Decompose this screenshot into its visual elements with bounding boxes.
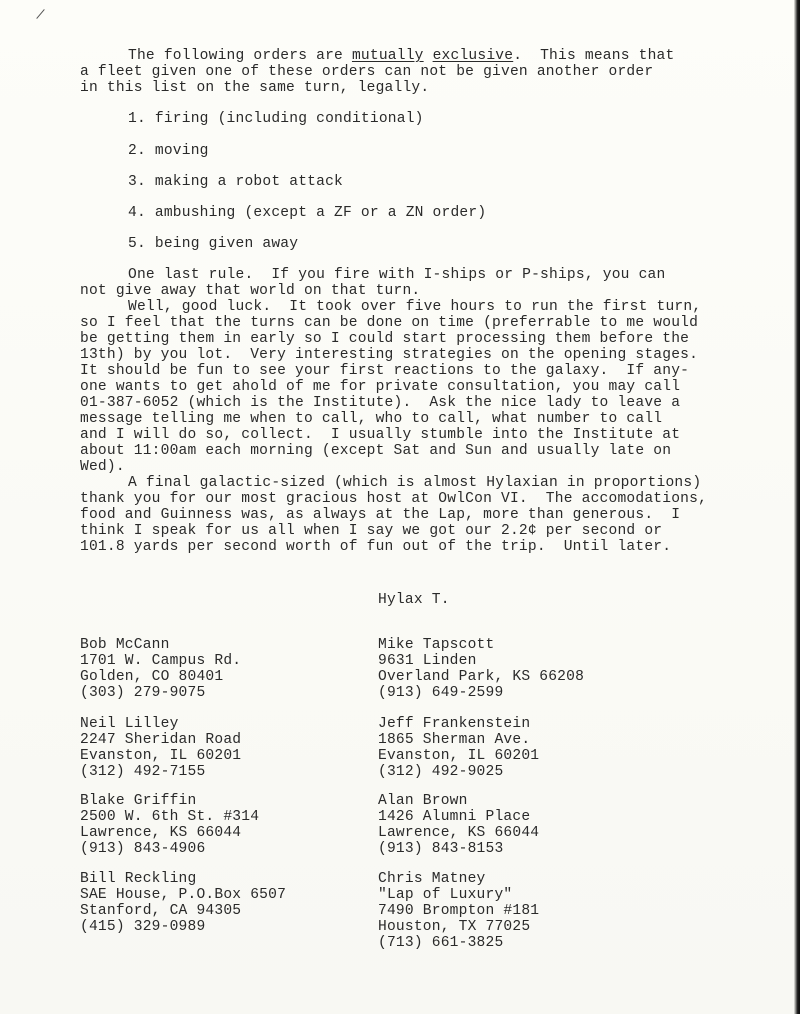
contact-name: Jeff Frankenstein [378,716,531,732]
contact-name: Alan Brown [378,793,468,809]
signature: Hylax T. [378,592,450,608]
contact-phone: (913) 649-2599 [378,685,504,701]
contact-name: Bill Reckling [80,871,197,887]
order-item-5: 5. being given away [128,236,299,252]
order-item-3: 3. making a robot attack [128,174,343,190]
contact-city: Lawrence, KS 66044 [80,825,242,841]
contact-address: 1865 Sherman Ave. [378,732,531,748]
body-line: 101.8 yards per second worth of fun out of the trip. Until later. [80,539,672,555]
body-line: Wed). [80,459,125,475]
contact-phone: (303) 279-9075 [80,685,206,701]
intro-line-3: in this list on the same turn, legally. [80,80,430,96]
contact-phone: (913) 843-4906 [80,841,206,857]
stray-tick-mark [36,9,44,19]
order-item-1: 1. firing (including conditional) [128,111,424,127]
underlined-exclusive: exclusive [432,48,514,64]
contact-city: Evanston, IL 60201 [378,748,540,764]
body-line: 01-387-6052 (which is the Institute). Ask the nice lady to leave a [80,395,681,411]
scan-right-edge [794,0,800,1014]
body-line: One last rule. If you fire with I-ships or P-ships, you can [128,267,666,283]
body-line: message telling me when to call, who to call, what number to call [80,411,663,427]
contact-address: 1701 W. Campus Rd. [80,653,242,669]
contact-address: SAE House, P.O.Box 6507 [80,887,287,903]
intro-line-1: The following orders are mutually exclusive. This means that [128,48,675,64]
contact-city: Lawrence, KS 66044 [378,825,540,841]
underlined-mutually: mutually [351,48,424,64]
intro-line-2: a fleet given one of these orders can not be given another order [80,64,654,80]
contact-city: Overland Park, KS 66208 [378,669,585,685]
contact-address: 9631 Linden [378,653,477,669]
body-line: about 11:00am each morning (except Sat and Sun and usually late on [80,443,672,459]
body-line: Well, good luck. It took over five hours to run the first turn, [128,299,702,315]
order-item-4: 4. ambushing (except a ZF or a ZN order) [128,205,487,221]
contact-phone: (312) 492-9025 [378,764,504,780]
contact-city: Stanford, CA 94305 [80,903,242,919]
body-line: A final galactic-sized (which is almost Hylaxian in proportions) [128,475,702,491]
contact-phone: (312) 492-7155 [80,764,206,780]
contact-name: Bob McCann [80,637,170,653]
contact-phone: (913) 843-8153 [378,841,504,857]
contact-address: 7490 Brompton #181 [378,903,540,919]
contact-name: Mike Tapscott [378,637,495,653]
contact-address: 2247 Sheridan Road [80,732,242,748]
order-item-2: 2. moving [128,143,209,159]
contact-address: 2500 W. 6th St. #314 [80,809,260,825]
body-line: be getting them in early so I could start processing them before the [80,331,690,347]
body-line: so I feel that the turns can be done on time (preferrable to me would [80,315,699,331]
contact-city: Evanston, IL 60201 [80,748,242,764]
contact-name: Blake Griffin [80,793,197,809]
body-line: think I speak for us all when I say we got our 2.2¢ per second or [80,523,663,539]
body-line: and I will do so, collect. I usually stumble into the Institute at [80,427,681,443]
body-line: food and Guinness was, as always at the Lap, more than generous. I [80,507,681,523]
body-line: one wants to get ahold of me for private consultation, you may call [80,379,681,395]
contact-nickname: "Lap of Luxury" [378,887,513,903]
contact-city: Golden, CO 80401 [80,669,224,685]
body-line: It should be fun to see your first reactions to the galaxy. If any- [80,363,690,379]
body-line: thank you for our most gracious host at OwlCon VI. The accomodations, [80,491,708,507]
contact-phone: (713) 661-3825 [378,935,504,951]
contact-name: Neil Lilley [80,716,179,732]
contact-address: 1426 Alumni Place [378,809,531,825]
body-line: not give away that world on that turn. [80,283,421,299]
body-line: 13th) by you lot. Very interesting strategies on the opening stages. [80,347,699,363]
contact-city: Houston, TX 77025 [378,919,531,935]
contact-name: Chris Matney [378,871,486,887]
contact-phone: (415) 329-0989 [80,919,206,935]
